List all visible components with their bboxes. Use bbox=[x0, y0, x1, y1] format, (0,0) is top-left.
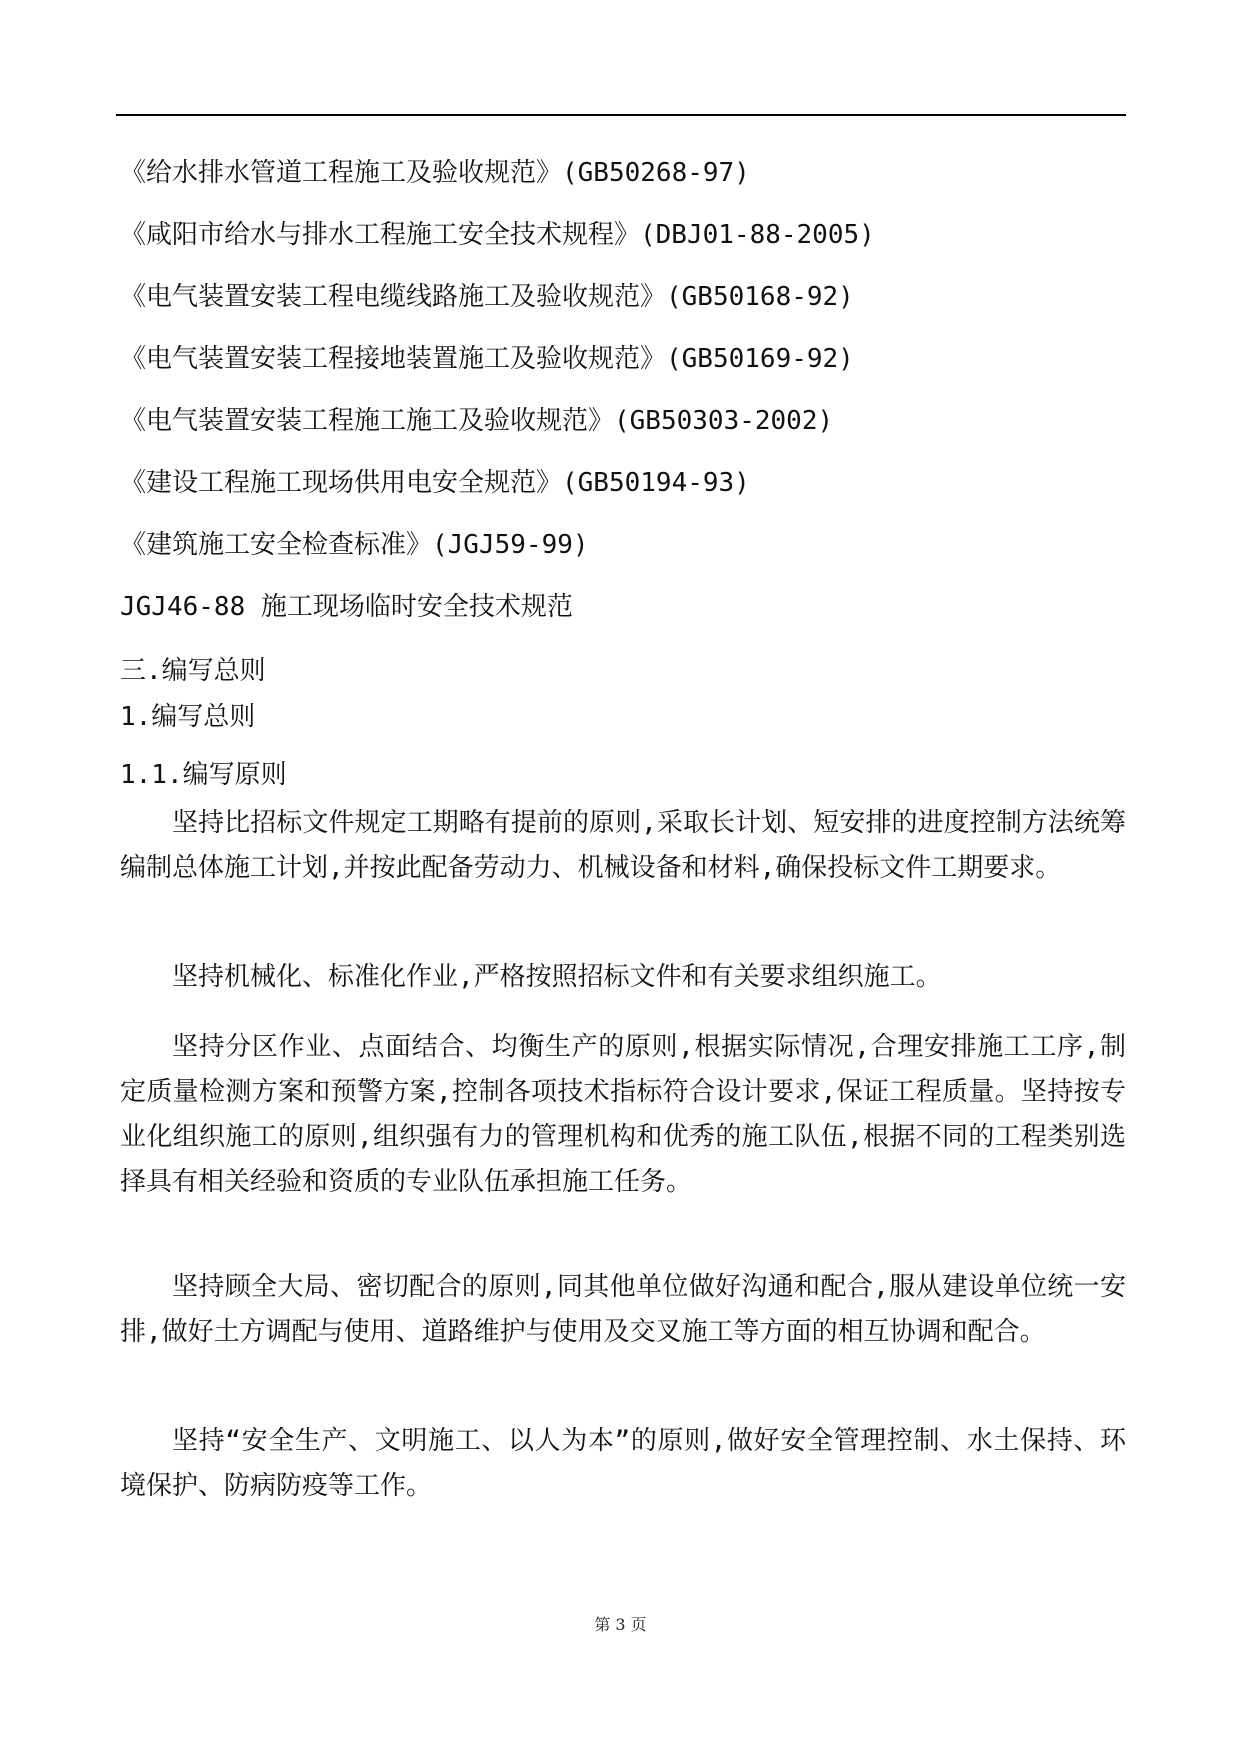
header-rule bbox=[116, 114, 1126, 116]
subsection-heading: 1.编写总则 bbox=[120, 702, 256, 732]
reference-line: 《建筑施工安全检查标准》(JGJ59-99) bbox=[120, 530, 589, 560]
body-paragraph: 坚持机械化、标准化作业,严格按照招标文件和有关要求组织施工。 bbox=[172, 962, 942, 992]
body-paragraph: 坚持“安全生产、文明施工、以人为本”的原则,做好安全管理控制、水土保持、环境保护、防病防疫等工作。 bbox=[120, 1426, 1126, 1501]
reference-line: 《电气装置安装工程电缆线路施工及验收规范》(GB50168-92) bbox=[120, 282, 854, 312]
subsubsection-heading: 1.1.编写原则 bbox=[120, 760, 287, 790]
body-paragraph: 坚持顾全大局、密切配合的原则,同其他单位做好沟通和配合,服从建设单位统一安排,做好土方调配与使用、道路维护与使用及交叉施工等方面的相互协调和配合。 bbox=[120, 1272, 1126, 1347]
section-heading: 三.编写总则 bbox=[120, 656, 266, 686]
reference-line: 《电气装置安装工程接地装置施工及验收规范》(GB50169-92) bbox=[120, 344, 854, 374]
body-paragraph: 坚持分区作业、点面结合、均衡生产的原则,根据实际情况,合理安排施工工序,制定质量检测方案和预警方案,控制各项技术指标符合设计要求,保证工程质量。坚持按专业化组织施工的原则,组织强有力的管理机构和优秀的施工队伍,根据不同的工程类别选择具有相关经验和资质的专业队伍承担施工任务。 bbox=[120, 1032, 1126, 1197]
reference-line: 《咸阳市给水与排水工程施工安全技术规程》(DBJ01-88-2005) bbox=[120, 220, 875, 250]
reference-line: 《电气装置安装工程施工施工及验收规范》(GB50303-2002) bbox=[120, 406, 834, 436]
reference-line: 《给水排水管道工程施工及验收规范》(GB50268-97) bbox=[120, 158, 750, 188]
page-number: 第 3 页 bbox=[594, 1615, 647, 1634]
reference-line: 《建设工程施工现场供用电安全规范》(GB50194-93) bbox=[120, 468, 750, 498]
reference-line: JGJ46-88 施工现场临时安全技术规范 bbox=[120, 592, 573, 622]
body-paragraph: 坚持比招标文件规定工期略有提前的原则,采取长计划、短安排的进度控制方法统筹编制总体施工计划,并按此配备劳动力、机械设备和材料,确保投标文件工期要求。 bbox=[120, 808, 1126, 883]
